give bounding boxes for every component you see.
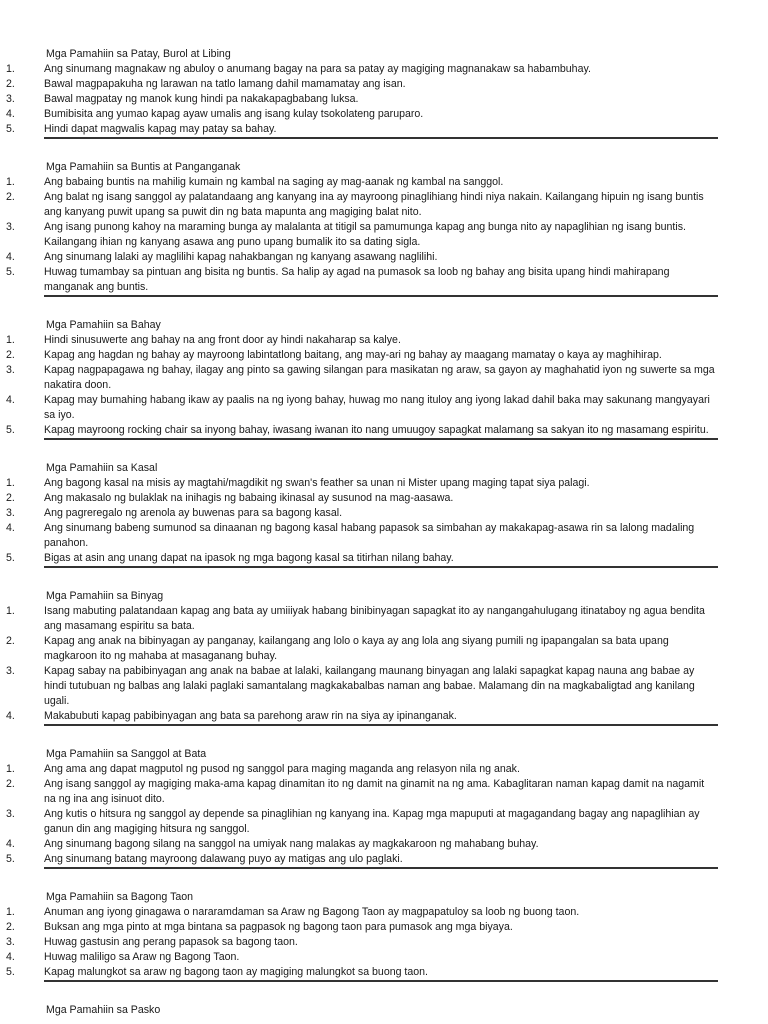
list-item-text: Kapag nagpapagawa ng bahay, ilagay ang pinto sa gawing silangan para masikatan ng araw, sa gayon ay maghahatid iyon ng suwerte sa mga nakatira doon. xyxy=(44,364,715,391)
list-item-number: 3. xyxy=(6,221,15,233)
list-item-text: Kapag ang anak na bibinyagan ay panganay, kailangang ang lolo o kaya ay ang lola ang siyang pumili ng ipapangalan sa bata upang magkaroon ito ng mahaba at masaganang buhay. xyxy=(44,635,669,662)
section xyxy=(6,747,718,890)
list-item-text: Ang bagong kasal na misis ay magtahi/magdikit ng swan's feather sa unan ni Mister upang maging tapat siya palagi. xyxy=(44,477,590,489)
list-item-number: 4. xyxy=(6,251,15,263)
list-item-number: 5. xyxy=(6,266,15,278)
list-item xyxy=(6,551,718,566)
list-item xyxy=(6,265,718,295)
list-item xyxy=(6,664,718,709)
numbered-list xyxy=(6,905,718,980)
list-item xyxy=(6,220,718,250)
section-title: Mga Pamahiin sa Bagong Taon xyxy=(46,891,194,903)
list-item-number: 4. xyxy=(6,108,15,120)
section-spacer xyxy=(6,139,718,160)
list-item xyxy=(6,762,718,777)
list-item-number: 1. xyxy=(6,334,15,346)
list-item-text: Bigas at asin ang unang dapat na ipasok ng mga bagong kasal sa titirhan nilang bahay. xyxy=(44,552,454,564)
section-spacer xyxy=(6,726,718,747)
list-item-number: 3. xyxy=(6,507,15,519)
section-spacer xyxy=(6,568,718,589)
list-item-number: 5. xyxy=(6,853,15,865)
section xyxy=(6,318,718,461)
numbered-list xyxy=(6,333,718,438)
list-item xyxy=(6,77,718,92)
list-item xyxy=(6,506,718,521)
list-item xyxy=(6,491,718,506)
list-item-text: Ang kutis o hitsura ng sanggol ay depende sa pinaglihian ng kanyang ina. Kapag mga mapuputi at magagandang bagay ang napaglihian ay ganun din ang magiging hitsura ng sanggol. xyxy=(44,808,700,835)
list-item-text: Kapag may bumahing habang ikaw ay paalis na ng iyong bahay, huwag mo nang ituloy ang iyong lakad dahil baka may sakunang mangyayari sa iyo. xyxy=(44,394,710,421)
list-item-text: Bawal magpapakuha ng larawan na tatlo lamang dahil mamamatay ang isan. xyxy=(44,78,406,90)
section-title: Mga Pamahiin sa Pasko xyxy=(46,1004,161,1016)
list-item-number: 1. xyxy=(6,477,15,489)
list-item xyxy=(6,107,718,122)
list-item-number: 3. xyxy=(6,93,15,105)
list-item xyxy=(6,709,718,724)
list-item xyxy=(6,837,718,852)
list-item-text: Kapag ang hagdan ng bahay ay mayroong labintatlong baitang, ang may-ari ng bahay ay maagang mamatay o kaya ay maghihirap. xyxy=(44,349,662,361)
list-item xyxy=(6,393,718,423)
list-item-text: Bumibisita ang yumao kapag ayaw umalis ang isang kulay tsokolateng paruparo. xyxy=(44,108,424,120)
list-item-number: 1. xyxy=(6,906,15,918)
list-item-text: Ang balat ng isang sanggol ay palatandaang ang kanyang ina ay mayroong pinaglihiang hindi niya nakain. Kailangang hipuin ng isang buntis ang kanyang puwit upang sa puwit din ng bata mapunta ang magiging balat nito. xyxy=(44,191,704,218)
list-item-text: Ang babaing buntis na mahilig kumain ng kambal na saging ay mag-aanak ng kambal na sanggol. xyxy=(44,176,504,188)
section-spacer xyxy=(6,982,718,1003)
list-item-number: 5. xyxy=(6,552,15,564)
numbered-list xyxy=(6,762,718,867)
list-item-number: 2. xyxy=(6,921,15,933)
section-title: Mga Pamahiin sa Kasal xyxy=(46,462,158,474)
list-item-number: 2. xyxy=(6,492,15,504)
section-title: Mga Pamahiin sa Buntis at Panganganak xyxy=(46,161,241,173)
list-item xyxy=(6,333,718,348)
list-item-number: 3. xyxy=(6,808,15,820)
list-item-text: Ang sinumang bagong silang na sanggol na umiyak nang malakas ay magkakaroon ng mahabang buhay. xyxy=(44,838,539,850)
list-item-number: 2. xyxy=(6,78,15,90)
list-item-number: 2. xyxy=(6,349,15,361)
list-item-text: Ang ama ang dapat magputol ng pusod ng sanggol para maging maganda ang relasyon nila ng anak. xyxy=(44,763,520,775)
list-item xyxy=(6,807,718,837)
list-item-text: Kapag mayroong rocking chair sa inyong bahay, iwasang iwanan ito nang umuugoy sapagkat malamang sa sakyan ito ng masamang espiritu. xyxy=(44,424,709,436)
list-item-number: 4. xyxy=(6,951,15,963)
list-item-number: 3. xyxy=(6,665,15,677)
list-item xyxy=(6,190,718,220)
list-item-number: 2. xyxy=(6,778,15,790)
numbered-list xyxy=(6,604,718,724)
list-item-number: 2. xyxy=(6,635,15,647)
list-item xyxy=(6,476,718,491)
list-item-text: Ang isang punong kahoy na maraming bunga ay malalanta at titigil sa pamumunga kapag ang bunga nito ay napaglihian ng isang buntis. Kailangang ihian ng kanyang asawa ang puno upang bumalik ito sa dating sigla. xyxy=(44,221,686,248)
list-item xyxy=(6,905,718,920)
list-item-text: Ang sinumang batang mayroong dalawang puyo ay matigas ang ulo paglaki. xyxy=(44,853,403,865)
list-item xyxy=(6,965,718,980)
section-spacer xyxy=(6,440,718,461)
list-item-text: Kapag malungkot sa araw ng bagong taon ay magiging malungkot sa buong taon. xyxy=(44,966,428,978)
section xyxy=(6,160,718,318)
section-spacer xyxy=(6,869,718,890)
section xyxy=(6,589,718,747)
list-item xyxy=(6,423,718,438)
list-item-number: 3. xyxy=(6,936,15,948)
section xyxy=(6,1003,718,1018)
list-item-number: 1. xyxy=(6,63,15,75)
list-item-number: 4. xyxy=(6,710,15,722)
list-item-text: Ang sinumang magnakaw ng abuloy o anumang bagay na para sa patay ay magiging magnanakaw sa habambuhay. xyxy=(44,63,591,75)
list-item-number: 5. xyxy=(6,424,15,436)
list-item-text: Kapag sabay na pabibinyagan ang anak na babae at lalaki, kailangang maunang binyagan ang lalaki sapagkat kapag nauna ang babae ay hindi tutubuan ng balbas ang lalaki paglaki samantalang magkakabalbas naman ang babae. Malamang din na magkabaligtad ang kanilang ugali. xyxy=(44,665,695,707)
list-item xyxy=(6,935,718,950)
list-item-number: 1. xyxy=(6,176,15,188)
section-title: Mga Pamahiin sa Patay, Burol at Libing xyxy=(46,48,231,60)
list-item-text: Huwag tumambay sa pintuan ang bisita ng buntis. Sa halip ay agad na pumasok sa loob ng bahay ang bisita upang hindi mahirapang manganak ang buntis. xyxy=(44,266,670,293)
section xyxy=(6,47,718,160)
list-item-text: Hindi sinusuwerte ang bahay na ang front door ay hindi nakaharap sa kalye. xyxy=(44,334,401,346)
list-item-number: 5. xyxy=(6,123,15,135)
list-item-text: Ang makasalo ng bulaklak na inihagis ng babaing ikinasal ay susunod na mag-aasawa. xyxy=(44,492,454,504)
list-item-text: Ang pagreregalo ng arenola ay buwenas para sa bagong kasal. xyxy=(44,507,343,519)
list-item-text: Bawal magpatay ng manok kung hindi pa nakakapagbabang luksa. xyxy=(44,93,359,105)
list-item xyxy=(6,122,718,137)
section-spacer xyxy=(6,297,718,318)
section-title: Mga Pamahiin sa Bahay xyxy=(46,319,161,331)
list-item-text: Ang sinumang lalaki ay maglilihi kapag nahakbangan ng kanyang asawang naglilihi. xyxy=(44,251,438,263)
list-item-number: 4. xyxy=(6,394,15,406)
list-item-text: Makabubuti kapag pabibinyagan ang bata sa parehong araw rin na siya ay ipinanganak. xyxy=(44,710,457,722)
list-item xyxy=(6,777,718,807)
list-item xyxy=(6,950,718,965)
list-item-text: Ang sinumang babeng sumunod sa dinaanan ng bagong kasal habang papasok sa simbahan ay makakapag-asawa rin sa lalong madaling panahon. xyxy=(44,522,695,549)
numbered-list xyxy=(6,476,718,566)
list-item-text: Huwag maliligo sa Araw ng Bagong Taon. xyxy=(44,951,240,963)
list-item xyxy=(6,250,718,265)
list-item-text: Ang isang sanggol ay magiging maka-ama kapag dinamitan ito ng damit na ginamit na ng ama. Kabaglitaran naman kapag damit na nagamit na ng ina ang isinuot dito. xyxy=(44,778,705,805)
list-item-number: 2. xyxy=(6,191,15,203)
numbered-list xyxy=(6,175,718,295)
list-item-number: 4. xyxy=(6,838,15,850)
list-item xyxy=(6,348,718,363)
section xyxy=(6,461,718,589)
list-item xyxy=(6,175,718,190)
list-item xyxy=(6,634,718,664)
section-title: Mga Pamahiin sa Sanggol at Bata xyxy=(46,748,207,760)
list-item-text: Anuman ang iyong ginagawa o nararamdaman sa Araw ng Bagong Taon ay magpapatuloy sa loob ng buong taon. xyxy=(44,906,580,918)
list-item xyxy=(6,363,718,393)
list-item-number: 4. xyxy=(6,522,15,534)
list-item-number: 3. xyxy=(6,364,15,376)
numbered-list xyxy=(6,62,718,137)
list-item xyxy=(6,604,718,634)
list-item xyxy=(6,62,718,77)
list-item xyxy=(6,92,718,107)
list-item xyxy=(6,852,718,867)
list-item-text: Isang mabuting palatandaan kapag ang bata ay umiiiyak habang binibinyagan sapagkat ito ay nangangahulugang itinataboy ng agua bendita ang masamang espiritu sa bata. xyxy=(44,605,705,632)
section-title: Mga Pamahiin sa Binyag xyxy=(46,590,164,602)
section xyxy=(6,890,718,1003)
list-item-number: 1. xyxy=(6,763,15,775)
list-item-text: Huwag gastusin ang perang papasok sa bagong taon. xyxy=(44,936,298,948)
list-item-text: Hindi dapat magwalis kapag may patay sa bahay. xyxy=(44,123,277,135)
list-item-text: Buksan ang mga pinto at mga bintana sa pagpasok ng bagong taon para pumasok ang mga biyaya. xyxy=(44,921,513,933)
list-item-number: 5. xyxy=(6,966,15,978)
list-item xyxy=(6,920,718,935)
list-item-number: 1. xyxy=(6,605,15,617)
list-item xyxy=(6,521,718,551)
